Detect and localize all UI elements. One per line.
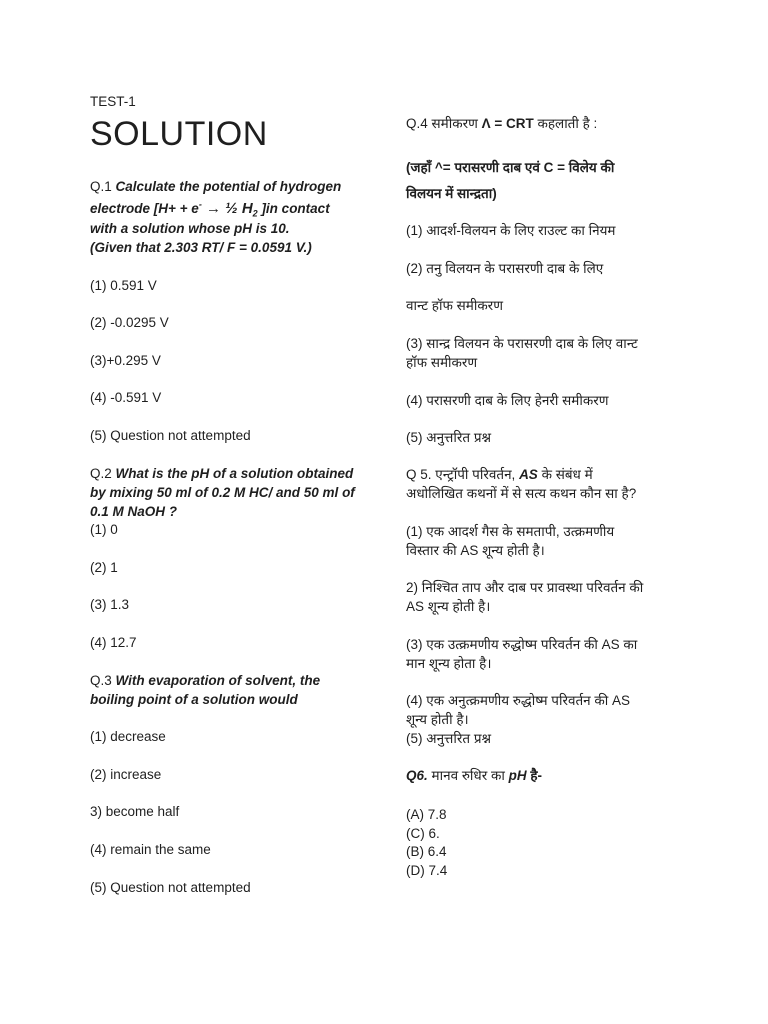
q1-number: Q.1 xyxy=(90,179,116,194)
q4-number: Q.4 समीकरण xyxy=(406,116,482,131)
q6-ph: pH xyxy=(508,768,527,783)
q6-option-c: (C) 6. xyxy=(406,826,440,841)
q6-text: मानव रुधिर का xyxy=(427,768,509,783)
q5-option-5: (5) अनुत्तरित प्रश्न xyxy=(406,731,492,746)
q4-line1 xyxy=(406,114,597,133)
q1-option-4: (4) -0.591 V xyxy=(90,390,162,405)
q4-tail: कहलाती है : xyxy=(533,116,598,131)
q2-line3: 0.1 M NaOH ? xyxy=(90,504,178,519)
q4-option-3: (3) सान्द्र विलयन के परासरणी दाब के लिए वान्ट xyxy=(406,336,638,351)
q6-option-d: (D) 7.4 xyxy=(406,863,448,878)
q2-option-1: (1) 0 xyxy=(90,522,118,537)
q5-line1 xyxy=(406,465,593,484)
q6-number: Q6. xyxy=(406,768,428,783)
q1-option-5: (5) Question not attempted xyxy=(90,428,251,443)
q5-option-1-cont: विस्तार की AS शून्य होती है। xyxy=(406,543,545,558)
q3-number: Q.3 xyxy=(90,673,116,688)
q4-option-2: (2) तनु विलयन के परासरणी दाब के लिए xyxy=(406,261,604,276)
q1-line2-sup: - xyxy=(198,199,202,210)
q2-option-2: (2) 1 xyxy=(90,560,118,575)
q5-as: AS xyxy=(519,467,538,482)
q1-line1 xyxy=(90,177,341,196)
q6-option-b: (B) 6.4 xyxy=(406,844,447,859)
q4-option-4: (4) परासरणी दाब के लिए हेनरी समीकरण xyxy=(406,393,609,408)
q5-option-4: (4) एक अनुत्क्रमणीय रुद्धोष्म परिवर्तन की AS xyxy=(406,693,631,708)
page-title: SOLUTION xyxy=(90,115,268,153)
q4-option-1: (1) आदर्श-विलयन के लिए राउल्ट का नियम xyxy=(406,223,616,238)
q4-equation: Λ = CRT xyxy=(481,116,534,131)
q5-option-3-cont: मान शून्य होता है। xyxy=(406,656,492,671)
q1-option-1: (1) 0.591 V xyxy=(90,278,157,293)
q5-option-4-cont: शून्य होती है। xyxy=(406,712,469,727)
q4-note-line1: (जहाँ ^= परासरणी दाब एवं C = विलेय की xyxy=(406,160,615,175)
q1-option-3: (3)+0.295 V xyxy=(90,353,161,368)
q5-line2: अधोलिखित कथनों में से सत्य कथन कौन सा है? xyxy=(406,486,637,501)
q2-text-line1: What is the pH of a solution obtained xyxy=(115,466,354,481)
q1-text-line1: Calculate the potential of hydrogen xyxy=(115,179,342,194)
q1-line2-sub: 2 xyxy=(252,208,258,219)
q3-option-5: (5) Question not attempted xyxy=(90,880,251,895)
q3-option-3: 3) become half xyxy=(90,804,180,819)
q3-text-line1: With evaporation of solvent, the xyxy=(115,673,321,688)
q5-option-2-cont: AS शून्य होती है। xyxy=(406,599,491,614)
q5-option-2: 2) निश्चित ताप और दाब पर प्रावस्था परिवर्तन की xyxy=(406,580,644,595)
q1-option-2: (2) -0.0295 V xyxy=(90,315,169,330)
q1-line4: (Given that 2.303 RT/ F = 0.0591 V.) xyxy=(90,240,312,255)
q5-tail: के संबंध में xyxy=(537,467,593,482)
q2-option-4: (4) 12.7 xyxy=(90,635,137,650)
q3-option-4: (4) remain the same xyxy=(90,842,211,857)
q3-line1 xyxy=(90,671,320,690)
q2-line2: by mixing 50 ml of 0.2 M HC/ and 50 ml of xyxy=(90,485,355,500)
q6-option-a: (A) 7.8 xyxy=(406,807,447,822)
q4-option-5: (5) अनुत्तरित प्रश्न xyxy=(406,430,492,445)
q1-line3: with a solution whose pH is 10. xyxy=(90,221,290,236)
q5-option-3: (3) एक उत्क्रमणीय रुद्धोष्म परिवर्तन की AS का xyxy=(406,637,638,652)
q2-option-3: (3) 1.3 xyxy=(90,597,130,612)
q5-number: Q 5. एन्ट्रॉपी परिवर्तन, xyxy=(406,467,520,482)
test-label: TEST-1 xyxy=(90,94,136,109)
q1-line2-b: → ½ H xyxy=(201,200,253,217)
q4-option-3-cont: हॉफ समीकरण xyxy=(406,355,478,370)
q3-option-1: (1) decrease xyxy=(90,729,166,744)
q1-line2-a: electrode [H+ + e xyxy=(90,201,199,216)
q3-line2: boiling point of a solution would xyxy=(90,692,298,707)
q4-note-line2: विलयन में सान्द्रता) xyxy=(406,186,497,201)
q1-line2-c: ]in contact xyxy=(257,201,330,216)
q3-option-2: (2) increase xyxy=(90,767,162,782)
q2-line1 xyxy=(90,464,353,483)
q2-number: Q.2 xyxy=(90,466,116,481)
q5-option-1: (1) एक आदर्श गैस के समतापी, उत्क्रमणीय xyxy=(406,524,615,539)
q4-option-2-cont: वान्ट हॉफ समीकरण xyxy=(406,298,503,313)
q6-tail: है- xyxy=(526,768,543,783)
q1-line2 xyxy=(90,199,330,218)
q6-line1 xyxy=(406,766,542,785)
